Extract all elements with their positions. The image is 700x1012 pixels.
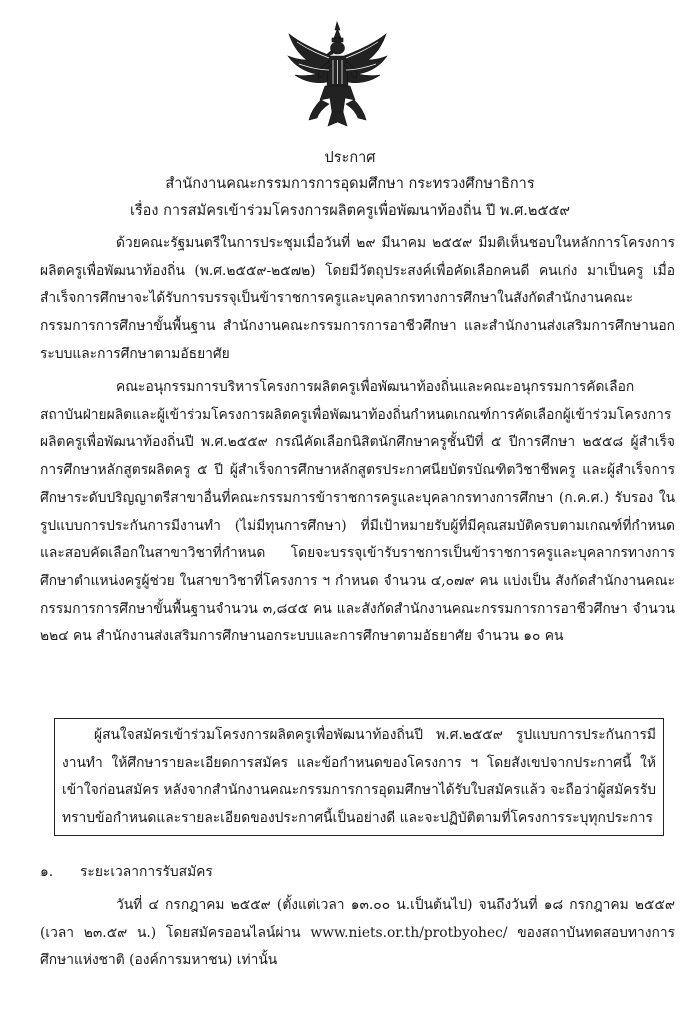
- applicant-notice: [62, 722, 656, 833]
- notice-subject: เรื่อง การสมัครเข้าร่วมโครงการผลิตครูเพื่อพัฒนาท้องถิ่น ปี พ.ศ.๒๕๕๙: [129, 203, 571, 219]
- paragraph-text: ด้วยคณะรัฐมนตรีในการประชุมเมื่อวันที่ ๒๙ มีนาคม ๒๕๕๙ มีมติเห็นชอบในหลักการโครงการผลิตครูเพื่อพัฒนาท้องถิ่น (พ.ศ.๒๕๕๙-๒๕๗๒) โดยมีวัตถุประสงค์เพื่อคัดเลือกคนดี คนเก่ง มาเป็นครู เมื่อสำเร็จการศึกษาจะได้รับการบรรจุเป็นข้าราชการครูและบุคลากรทางการศึกษาในสังกัดสำนักงานคณะกรรมการการศึกษาขั้นพื้นฐาน สำนักงานคณะกรรมการการอาชีวศึกษา และสำนักงานส่งเสริมการศึกษานอกระบบและการศึกษาตามอัธยาศัย: [40, 235, 675, 362]
- paragraph-text: คณะอนุกรรมการบริหารโครงการผลิตครูเพื่อพัฒนาท้องถิ่นและคณะอนุกรรมการคัดเลือกสถาบันฝ่ายผลิตและผู้เข้าร่วมโครงการผลิตครูเพื่อพัฒนาท้องถิ่นกำหนดเกณฑ์การคัดเลือกผู้เข้าร่วมโครงการผลิตครูเพื่อพัฒนาท้องถิ่นปี พ.ศ.๒๕๕๙ กรณีคัดเลือกนิสิตนักศึกษาครูชั้นปีที่ ๕ ปีการศึกษา ๒๕๕๘ ผู้สำเร็จการศึกษาหลักสูตรผลิตครู ๕ ปี ผู้สำเร็จการศึกษาหลักสูตรประกาศนียบัตรบัณฑิตวิชาชีพครู และผู้สำเร็จการศึกษาระดับปริญญาตรีสาขาอื่นที่คณะกรรมการข้าราชการครูและบุคลากรทางการศึกษา (ก.ค.ศ.) รับรอง ในรูปแบบการประกันการมีงานทำ (ไม่มีทุนการศึกษา) ที่มีเป้าหมายรับผู้ที่มีคุณสมบัติครบตามเกณฑ์ที่กำหนดและสอบคัดเลือกในสาขาวิชาที่กำหนด โดยจะบรรจุเข้ารับราชการเป็นข้าราชการครูและบุคลากรทางการศึกษาตำแหน่งครูผู้ช่วย ในสาขาวิชาที่โครงการ ฯ กำหนด จำนวน ๔,๐๗๙ คน แบ่งเป็น สังกัดสำนักงานคณะกรรมการการศึกษาขั้นพื้นฐานจำนวน ๓,๘๔๕ คน และสังกัดสำนักงานคณะกรรมการการอาชีวศึกษา จำนวน ๒๒๔ คน สำนักงานส่งเสริมการศึกษานอกระบบและการศึกษาตามอัธยาศัย จำนวน ๑๐ คน: [40, 379, 675, 645]
- section-number: ๑.: [40, 864, 54, 880]
- section-1-body: [40, 892, 675, 975]
- notice-text: ผู้สนใจสมัครเข้าร่วมโครงการผลิตครูเพื่อพัฒนาท้องถิ่นปี พ.ศ.๒๕๕๙ รูปแบบการประกันการมีงานทำ ให้ศึกษารายละเอียดการสมัคร และข้อกำหนดของโครงการ ฯ โดยสังเขปจากประกาศนี้ ให้เข้าใจก่อนสมัคร หลังจากสำนักงานคณะกรรมการการอุดมศึกษาได้รับใบสมัครแล้ว จะถือว่าผู้สมัครรับทราบข้อกำหนดและรายละเอียดของประกาศนี้เป็นอย่างดี และจะปฏิบัติตามที่โครงการระบุทุกประการ: [62, 727, 656, 827]
- garuda-emblem-icon: [285, 20, 390, 130]
- notice-title: ประกาศ: [324, 150, 376, 166]
- issuing-agency: สำนักงานคณะกรรมการการอุดมศึกษา กระทรวงศึกษาธิการ: [165, 176, 535, 192]
- paragraph-text: วันที่ ๔ กรกฎาคม ๒๕๕๙ (ตั้งแต่เวลา ๑๓.๐๐ น.เป็นต้นไป) จนถึงวันที่ ๑๘ กรกฎาคม ๒๕๕๙ (เวลา ๒๓.๕๙ น.) โดยสมัครออนไลน์ผ่าน www.niets.or.th/protbyohec/ ของสถาบันทดสอบทางการศึกษาแห่งชาติ (องค์การมหาชน) เท่านั้น: [40, 897, 675, 969]
- section-title: ระยะเวลาการรับสมัคร: [80, 864, 213, 880]
- paragraph-cabinet-resolution: [40, 230, 675, 369]
- section-1-heading: [40, 860, 213, 884]
- paragraph-selection-criteria: [40, 374, 675, 651]
